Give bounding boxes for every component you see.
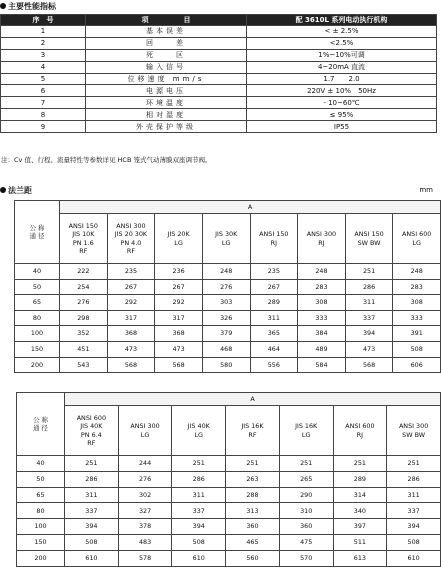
table-row: [15, 341, 441, 357]
nominal-size-cell: 100: [17, 519, 65, 535]
performance-table: [0, 14, 437, 133]
row-value: IP55: [247, 121, 437, 133]
value-cell: 556: [250, 357, 298, 373]
row-item: 位移速度 mm/s: [86, 73, 247, 85]
column-header: [172, 406, 226, 456]
column-header: [107, 214, 155, 264]
header-line: PN 1.6: [72, 238, 94, 247]
column-header: [60, 214, 108, 264]
value-cell: 311: [65, 487, 119, 503]
column-header: [250, 214, 298, 264]
table-row: [17, 487, 441, 503]
nominal-size-cell: 150: [15, 341, 60, 357]
header-line: ANSI 150: [354, 230, 384, 238]
header-line: RF: [87, 439, 96, 447]
value-cell: 468: [202, 341, 250, 357]
value-cell: 378: [118, 519, 172, 535]
value-cell: 337: [172, 503, 226, 519]
value-cell: 613: [333, 550, 387, 566]
flange-table-2: [16, 392, 441, 567]
value-cell: 310: [279, 503, 333, 519]
row-value: < ± 2.5%: [247, 26, 437, 38]
table-row: [15, 326, 441, 342]
table-row: [15, 295, 441, 311]
value-cell: 313: [226, 503, 280, 519]
header-line: 公 称: [33, 415, 48, 424]
column-header: [393, 214, 441, 264]
perf-note: 注：Cv 值、行程、流量特性等参数详见 HCB 笼式气动薄膜双座调节阀。: [1, 156, 212, 164]
column-header: [387, 406, 441, 456]
value-cell: 267: [107, 279, 155, 295]
value-cell: 368: [107, 326, 155, 342]
header-line: ANSI 300: [130, 422, 160, 430]
nominal-size-cell: 200: [15, 357, 60, 373]
value-cell: 473: [345, 341, 393, 357]
nominal-size-cell: 150: [17, 534, 65, 550]
value-cell: 337: [345, 310, 393, 326]
value-cell: 251: [226, 456, 280, 472]
value-cell: 244: [118, 456, 172, 472]
value-cell: 489: [298, 341, 346, 357]
table-row: [1, 109, 437, 121]
column-header: [345, 214, 393, 264]
value-cell: 314: [333, 487, 387, 503]
header-line: RF: [79, 247, 88, 255]
value-cell: 473: [107, 341, 155, 357]
nominal-size-cell: 65: [15, 295, 60, 311]
value-cell: 276: [118, 471, 172, 487]
value-cell: 298: [60, 310, 108, 326]
value-cell: 508: [65, 534, 119, 550]
nominal-size-cell: 80: [17, 503, 65, 519]
value-cell: 394: [345, 326, 393, 342]
col-header-value: 配 3610L 系列电动执行机构: [247, 15, 437, 26]
table-row: [17, 503, 441, 519]
value-cell: 308: [393, 295, 441, 311]
row-number: 6: [1, 85, 86, 97]
value-cell: 251: [65, 456, 119, 472]
value-cell: 610: [387, 550, 441, 566]
row-item: 相对湿度: [86, 109, 247, 121]
header-line: LG: [221, 238, 231, 247]
row-number: 9: [1, 121, 86, 133]
table-row: [17, 550, 441, 566]
table-row: [1, 37, 437, 49]
row-number: 8: [1, 109, 86, 121]
table-row: [17, 471, 441, 487]
nominal-size-cell: 100: [15, 326, 60, 342]
nominal-size-cell: 40: [17, 456, 65, 472]
table-row: [1, 61, 437, 73]
header-line: 公 称: [29, 223, 45, 232]
value-cell: 397: [333, 519, 387, 535]
header-line: ANSI 300: [116, 221, 146, 230]
value-cell: 235: [107, 264, 155, 280]
value-cell: 292: [155, 295, 203, 311]
header-line: JIS 40K: [187, 422, 210, 430]
value-cell: 333: [298, 310, 346, 326]
value-cell: 290: [279, 487, 333, 503]
value-cell: 464: [250, 341, 298, 357]
group-header-row: [17, 393, 441, 406]
nominal-size-cell: 200: [17, 550, 65, 566]
value-cell: 543: [60, 357, 108, 373]
row-value: 1.7 2.0: [247, 73, 437, 85]
column-header-row: [17, 406, 441, 456]
header-line: ANSI 600: [76, 413, 107, 422]
value-cell: 327: [118, 503, 172, 519]
column-header: [65, 406, 119, 456]
value-cell: 286: [387, 471, 441, 487]
value-cell: 384: [298, 326, 346, 342]
value-cell: 276: [202, 279, 250, 295]
header-line: 通 径: [33, 424, 48, 432]
unit-label: mm: [419, 186, 433, 194]
header-line: JIS 16K: [241, 422, 264, 430]
header-line: LG: [194, 430, 204, 439]
value-cell: 248: [202, 264, 250, 280]
value-cell: 267: [250, 279, 298, 295]
value-cell: 286: [345, 279, 393, 295]
value-cell: 394: [65, 519, 119, 535]
value-cell: 248: [298, 264, 346, 280]
table-row: [17, 519, 441, 535]
value-cell: 236: [155, 264, 203, 280]
value-cell: 326: [202, 310, 250, 326]
header-line: RJ: [318, 238, 325, 247]
value-cell: 283: [298, 279, 346, 295]
flange-section-title: 法兰距: [0, 185, 32, 196]
value-cell: 265: [279, 471, 333, 487]
value-cell: 317: [107, 310, 155, 326]
value-cell: 263: [226, 471, 280, 487]
table-row: [15, 279, 441, 295]
value-cell: 311: [250, 310, 298, 326]
value-cell: 283: [393, 279, 441, 295]
header-line: PN 6.4: [80, 430, 102, 439]
value-cell: 568: [345, 357, 393, 373]
corner-cell: [17, 393, 65, 456]
row-value: 220V ± 10% 50Hz: [247, 85, 437, 97]
value-cell: 289: [333, 471, 387, 487]
value-cell: 276: [60, 295, 108, 311]
column-header: [118, 406, 172, 456]
table-row: [1, 49, 437, 61]
value-cell: 254: [60, 279, 108, 295]
value-cell: 337: [387, 503, 441, 519]
header-line: SW BW: [402, 430, 426, 439]
row-item: 输入信号: [86, 61, 247, 73]
value-cell: 578: [118, 550, 172, 566]
value-cell: 568: [107, 357, 155, 373]
header-line: JIS 30K: [215, 230, 238, 238]
header-line: RJ: [270, 238, 277, 247]
header-line: LG: [301, 430, 311, 439]
row-value: 4~20mA 直流: [247, 61, 437, 73]
value-cell: 570: [279, 550, 333, 566]
header-line: LG: [140, 430, 150, 439]
value-cell: 311: [172, 487, 226, 503]
value-cell: 267: [155, 279, 203, 295]
table-row: [17, 456, 441, 472]
value-cell: 251: [345, 264, 393, 280]
header-line: ANSI 600: [345, 422, 375, 430]
value-cell: 508: [393, 341, 441, 357]
row-item: 回 差: [86, 37, 247, 49]
value-cell: 311: [345, 295, 393, 311]
column-header: [226, 406, 280, 456]
header-line: PN 4.0: [120, 238, 142, 247]
perf-section-title: 主要性能指标: [0, 1, 56, 12]
value-cell: 288: [226, 487, 280, 503]
value-cell: 606: [393, 357, 441, 373]
value-cell: 360: [279, 519, 333, 535]
value-cell: 465: [226, 534, 280, 550]
header-line: ANSI 300: [398, 422, 429, 430]
header-line: LG: [412, 238, 421, 247]
row-item: 外壳保护等级: [86, 121, 247, 133]
value-cell: 610: [65, 550, 119, 566]
row-item: 电源电压: [86, 85, 247, 97]
value-cell: 368: [155, 326, 203, 342]
table-row: [15, 310, 441, 326]
row-number: 1: [1, 26, 86, 38]
col-header-item: 项 目: [86, 15, 247, 26]
value-cell: 365: [250, 326, 298, 342]
value-cell: 475: [279, 534, 333, 550]
value-cell: 289: [250, 295, 298, 311]
value-cell: 235: [250, 264, 298, 280]
value-cell: 251: [333, 456, 387, 472]
header-line: JIS 40K: [80, 422, 103, 430]
nominal-size-cell: 65: [17, 487, 65, 503]
value-cell: 292: [107, 295, 155, 311]
row-item: 基本误差: [86, 26, 247, 38]
column-header: [155, 214, 203, 264]
nominal-size-cell: 80: [15, 310, 60, 326]
header-line: ANSI 150: [68, 221, 98, 230]
header-line: ANSI 150: [259, 230, 289, 238]
table-row: [15, 264, 441, 280]
value-cell: 451: [60, 341, 108, 357]
row-value: <2.5%: [247, 37, 437, 49]
value-cell: 511: [333, 534, 387, 550]
value-cell: 251: [279, 456, 333, 472]
row-value: ≤ 95%: [247, 109, 437, 121]
value-cell: 286: [65, 471, 119, 487]
row-value: 1%~10%可调: [247, 49, 437, 61]
header-line: ANSI 600: [402, 230, 432, 238]
value-cell: 251: [387, 456, 441, 472]
value-cell: 311: [387, 487, 441, 503]
row-number: 3: [1, 49, 86, 61]
group-header-row: [15, 201, 441, 214]
header-line: LG: [174, 238, 183, 247]
header-line: JIS 10K: [72, 230, 95, 238]
value-cell: 580: [202, 357, 250, 373]
row-number: 4: [1, 61, 86, 73]
value-cell: 584: [298, 357, 346, 373]
header-line: JIS 16K: [295, 422, 318, 430]
row-value: - 10~60℃: [247, 97, 437, 109]
value-cell: 251: [172, 456, 226, 472]
group-header-a: A: [60, 201, 441, 214]
value-cell: 379: [202, 326, 250, 342]
value-cell: 610: [172, 550, 226, 566]
value-cell: 483: [118, 534, 172, 550]
value-cell: 352: [60, 326, 108, 342]
corner-cell: [15, 201, 60, 264]
column-header: [333, 406, 387, 456]
value-cell: 248: [393, 264, 441, 280]
row-item: 环境温度: [86, 97, 247, 109]
header-line: RF: [126, 247, 135, 255]
value-cell: 360: [226, 519, 280, 535]
row-number: 5: [1, 73, 86, 85]
header-line: RJ: [356, 430, 364, 439]
row-number: 7: [1, 97, 86, 109]
header-line: ANSI 300: [306, 230, 337, 238]
value-cell: 508: [387, 534, 441, 550]
value-cell: 337: [65, 503, 119, 519]
header-line: SW BW: [357, 238, 381, 247]
nominal-size-cell: 50: [17, 471, 65, 487]
col-header-no: 序 号: [1, 15, 86, 26]
table-row: [1, 121, 437, 133]
value-cell: 568: [155, 357, 203, 373]
column-header: [298, 214, 346, 264]
column-header: [202, 214, 250, 264]
value-cell: 340: [333, 503, 387, 519]
value-cell: 303: [202, 295, 250, 311]
flange-table-1: [14, 200, 441, 373]
value-cell: 333: [393, 310, 441, 326]
value-cell: 508: [172, 534, 226, 550]
group-header-a: A: [65, 393, 441, 406]
nominal-size-cell: 40: [15, 264, 60, 280]
table-row: [1, 97, 437, 109]
column-header-row: [15, 214, 441, 264]
column-header: [279, 406, 333, 456]
table-row: [15, 357, 441, 373]
value-cell: 317: [155, 310, 203, 326]
table-row: [1, 73, 437, 85]
value-cell: 560: [226, 550, 280, 566]
table-row: [17, 534, 441, 550]
row-item: 死 区: [86, 49, 247, 61]
bullet-icon: [0, 187, 6, 193]
table-header-row: [1, 15, 437, 26]
value-cell: 286: [172, 471, 226, 487]
value-cell: 302: [118, 487, 172, 503]
value-cell: 394: [172, 519, 226, 535]
header-line: 通 径: [29, 232, 45, 240]
value-cell: 391: [393, 326, 441, 342]
value-cell: 222: [60, 264, 108, 280]
bullet-icon: [0, 3, 6, 9]
header-line: RF: [248, 430, 257, 439]
value-cell: 394: [387, 519, 441, 535]
header-line: JIS 20 30K: [114, 230, 148, 238]
row-number: 2: [1, 37, 86, 49]
table-row: [1, 26, 437, 38]
value-cell: 308: [298, 295, 346, 311]
nominal-size-cell: 50: [15, 279, 60, 295]
header-line: JIS 20K: [167, 230, 190, 238]
table-row: [1, 85, 437, 97]
value-cell: 473: [155, 341, 203, 357]
